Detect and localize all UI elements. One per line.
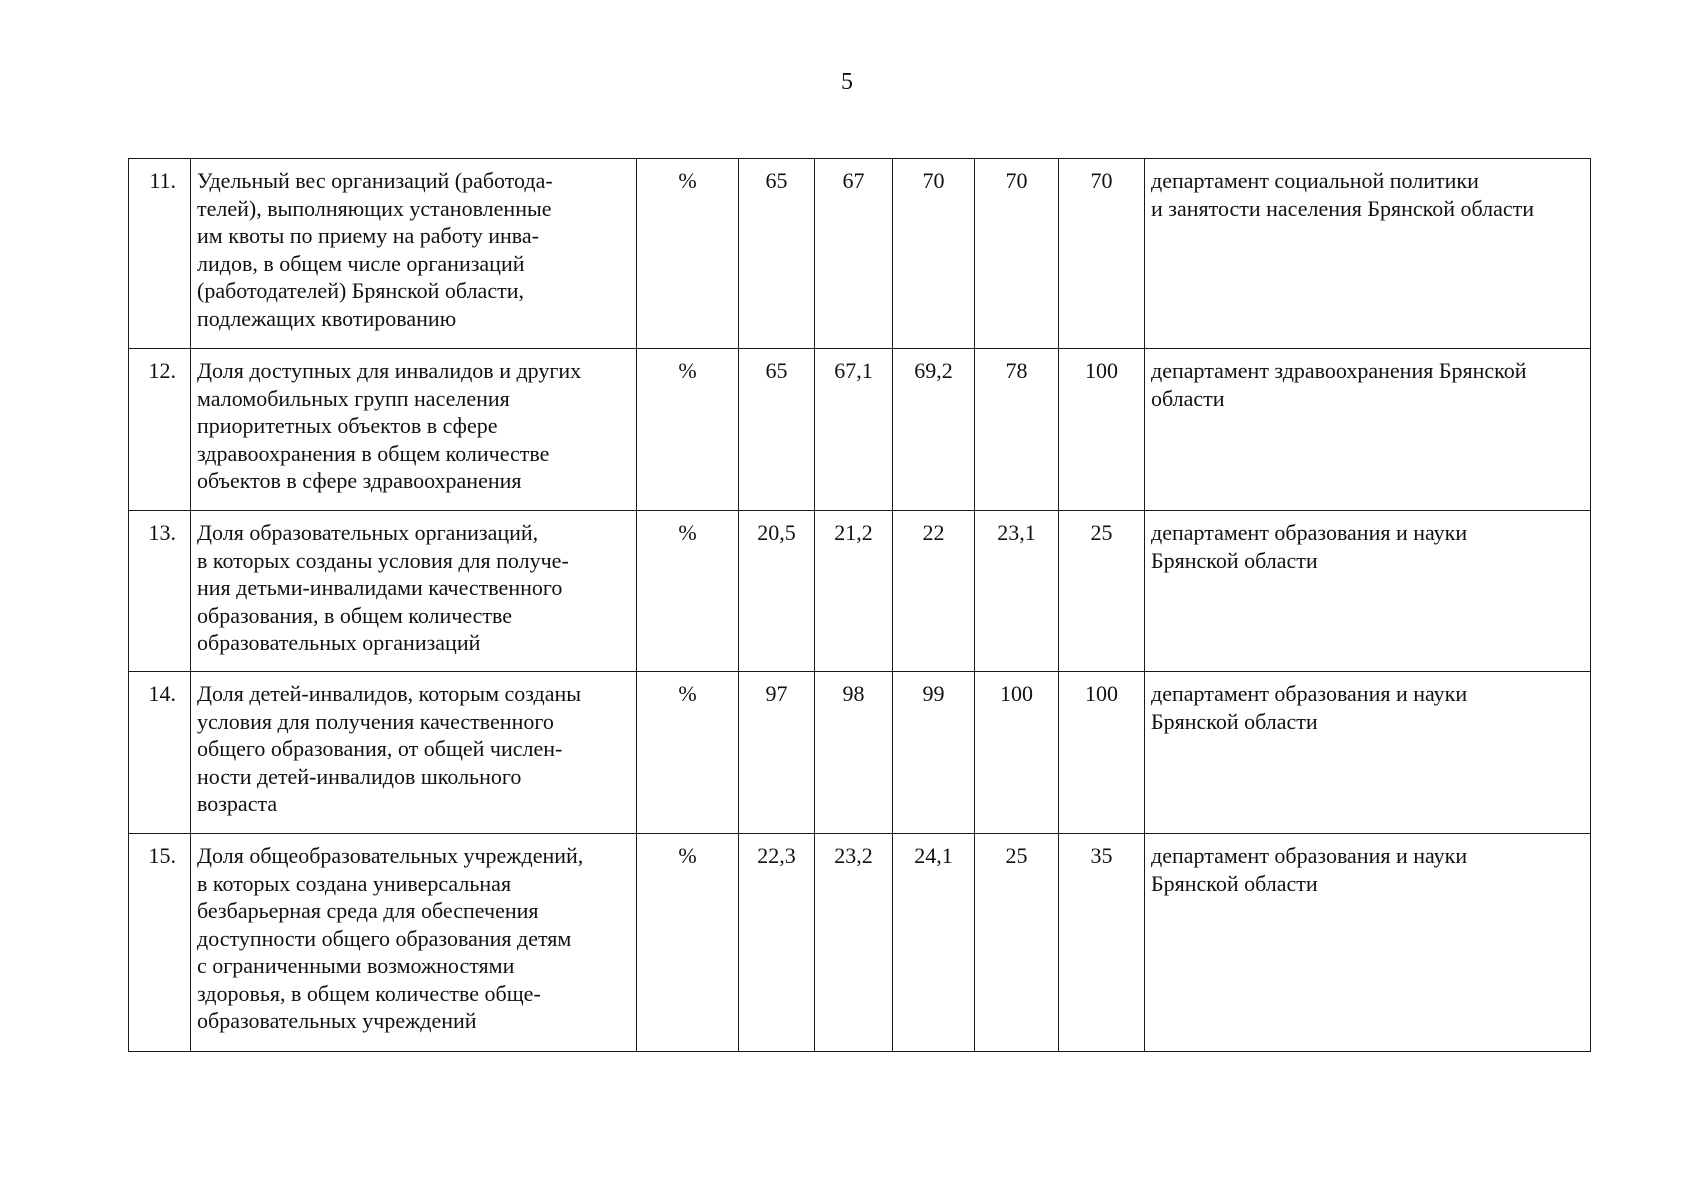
- unit-cell: %: [637, 159, 739, 349]
- value-cell: 24,1: [893, 834, 975, 1052]
- description-line: безбарьерная среда для обеспечения: [197, 898, 539, 923]
- table-row: [129, 511, 1591, 672]
- value-cell: 99: [893, 672, 975, 834]
- responsible-line: области: [1151, 385, 1225, 411]
- value-cell: 100: [1059, 672, 1145, 834]
- responsible-department: [1145, 834, 1591, 1052]
- value-cell: 20,5: [739, 511, 815, 672]
- responsible-line: департамент социальной политики: [1151, 168, 1479, 193]
- value-cell: 25: [975, 834, 1059, 1052]
- value-cell: 65: [739, 159, 815, 349]
- table-row: [129, 349, 1591, 511]
- table-row: [129, 834, 1591, 1052]
- value-cell: 70: [1059, 159, 1145, 349]
- indicator-description: [191, 511, 637, 672]
- indicator-description: [191, 834, 637, 1052]
- indicators-table: [128, 158, 1591, 1052]
- description-line: маломобильных групп населения: [197, 385, 510, 411]
- row-number: 11.: [129, 159, 191, 349]
- description-line: Доля доступных для инвалидов и других: [197, 358, 582, 383]
- value-cell: 69,2: [893, 349, 975, 511]
- value-cell: 67: [815, 159, 893, 349]
- description-line: с ограниченными возможностями: [197, 953, 515, 978]
- responsible-department: [1145, 511, 1591, 672]
- responsible-line: департамент образования и науки: [1151, 681, 1468, 706]
- responsible-line: и занятости населения Брянской области: [1151, 195, 1535, 221]
- responsible-department: [1145, 159, 1591, 349]
- description-line: условия для получения качественного: [197, 708, 554, 734]
- indicator-description: [191, 672, 637, 834]
- value-cell: 22,3: [739, 834, 815, 1052]
- value-cell: 25: [1059, 511, 1145, 672]
- responsible-department: [1145, 349, 1591, 511]
- value-cell: 70: [975, 159, 1059, 349]
- description-line: ния детьми-инвалидами качественного: [197, 575, 563, 600]
- value-cell: 21,2: [815, 511, 893, 672]
- description-line: приоритетных объектов в сфере: [197, 413, 498, 438]
- description-line: Удельный вес организаций (работода-: [197, 168, 553, 193]
- description-line: (работодателей) Брянской области,: [197, 278, 524, 303]
- description-line: в которых созданы условия для получе-: [197, 547, 569, 573]
- description-line: возраста: [197, 791, 278, 816]
- description-line: доступности общего образования детям: [197, 925, 572, 951]
- value-cell: 22: [893, 511, 975, 672]
- value-cell: 65: [739, 349, 815, 511]
- value-cell: 78: [975, 349, 1059, 511]
- value-cell: 23,2: [815, 834, 893, 1052]
- responsible-line: Брянской области: [1151, 547, 1318, 573]
- unit-cell: %: [637, 349, 739, 511]
- value-cell: 98: [815, 672, 893, 834]
- row-number: 15.: [129, 834, 191, 1052]
- description-line: образовательных организаций: [197, 630, 481, 655]
- description-line: ности детей-инвалидов школьного: [197, 763, 522, 789]
- description-line: телей), выполняющих установленные: [197, 195, 552, 221]
- value-cell: 67,1: [815, 349, 893, 511]
- description-line: общего образования, от общей числен-: [197, 736, 563, 761]
- value-cell: 100: [975, 672, 1059, 834]
- table-row: [129, 672, 1591, 834]
- table-body: [129, 159, 1591, 1052]
- indicator-description: [191, 349, 637, 511]
- description-line: Доля детей-инвалидов, которым созданы: [197, 681, 582, 706]
- description-line: образовательных учреждений: [197, 1008, 477, 1033]
- responsible-line: Брянской области: [1151, 870, 1318, 896]
- description-line: им квоты по приему на работу инва-: [197, 223, 539, 248]
- unit-cell: %: [637, 834, 739, 1052]
- row-number: 12.: [129, 349, 191, 511]
- value-cell: 100: [1059, 349, 1145, 511]
- unit-cell: %: [637, 511, 739, 672]
- description-line: в которых создана универсальная: [197, 870, 512, 896]
- description-line: здравоохранения в общем количестве: [197, 440, 550, 466]
- value-cell: 35: [1059, 834, 1145, 1052]
- description-line: Доля образовательных организаций,: [197, 520, 539, 545]
- indicator-description: [191, 159, 637, 349]
- description-line: Доля общеобразовательных учреждений,: [197, 843, 584, 868]
- responsible-department: [1145, 672, 1591, 834]
- row-number: 13.: [129, 511, 191, 672]
- value-cell: 23,1: [975, 511, 1059, 672]
- description-line: подлежащих квотированию: [197, 305, 457, 331]
- unit-cell: %: [637, 672, 739, 834]
- responsible-line: Брянской области: [1151, 708, 1318, 734]
- page-number: 5: [841, 69, 853, 95]
- row-number: 14.: [129, 672, 191, 834]
- responsible-line: департамент образования и науки: [1151, 520, 1468, 545]
- description-line: объектов в сфере здравоохранения: [197, 468, 522, 493]
- value-cell: 70: [893, 159, 975, 349]
- description-line: здоровья, в общем количестве обще-: [197, 980, 541, 1006]
- responsible-line: департамент здравоохранения Брянской: [1151, 358, 1527, 383]
- table-row: [129, 159, 1591, 349]
- description-line: образования, в общем количестве: [197, 602, 513, 628]
- description-line: лидов, в общем числе организаций: [197, 250, 525, 276]
- value-cell: 97: [739, 672, 815, 834]
- responsible-line: департамент образования и науки: [1151, 843, 1468, 868]
